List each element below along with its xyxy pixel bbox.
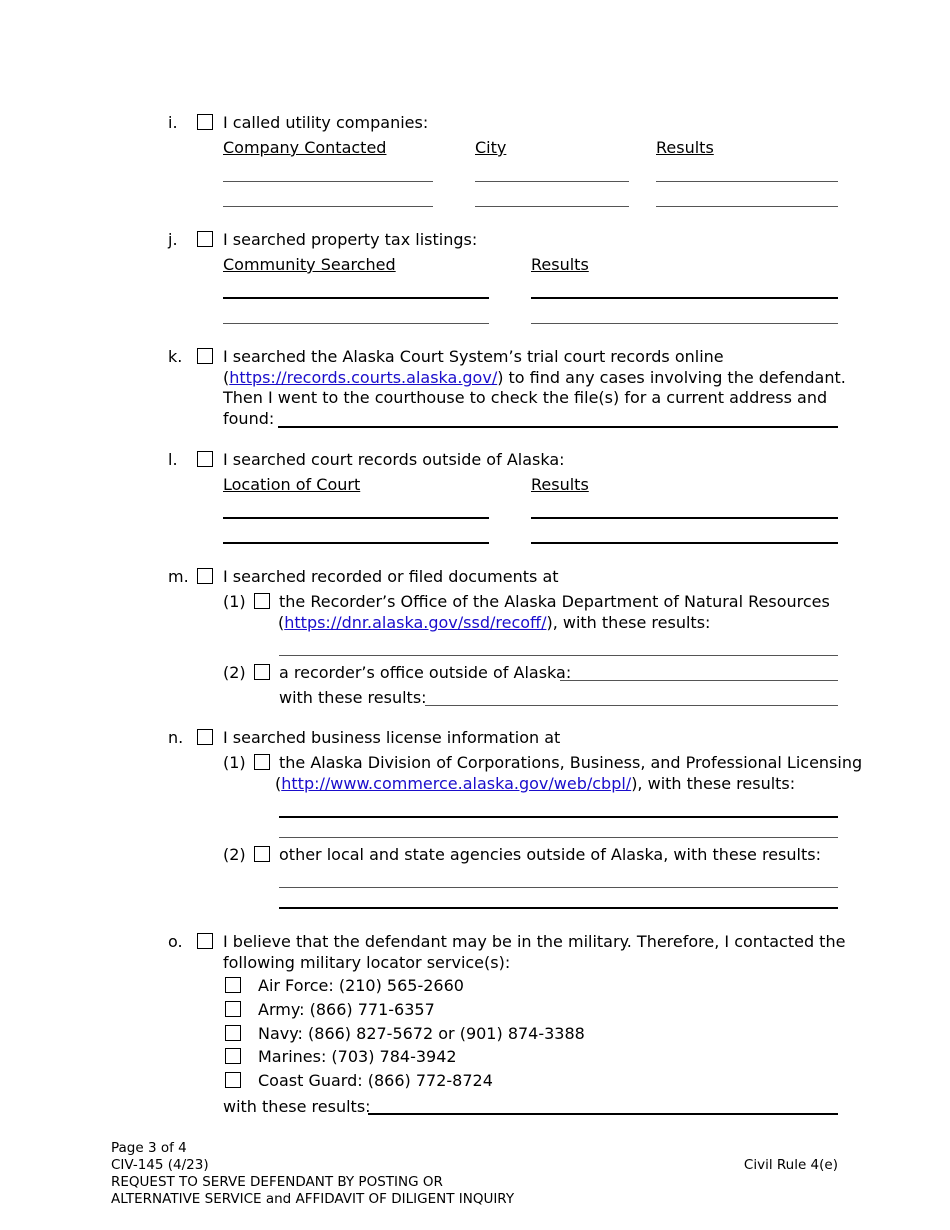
- header-results-i: Results: [656, 138, 714, 157]
- sub-text-n1-line2: (http://www.commerce.alaska.gov/web/cbpl/), with these results:: [275, 774, 796, 793]
- header-results-j: Results: [531, 255, 589, 274]
- item-text-l: I searched court records outside of Alaska:: [223, 450, 565, 469]
- sub-text-n1: the Alaska Division of Corporations, Business, and Professional Licensing: [279, 753, 863, 772]
- cbpl-link[interactable]: http://www.commerce.alaska.gov/web/cbpl/: [281, 774, 632, 793]
- checkbox-n1[interactable]: [254, 754, 270, 770]
- item-letter-k: k.: [168, 347, 183, 366]
- header-city: City: [475, 138, 507, 157]
- input-line-l-location-2[interactable]: [223, 542, 489, 544]
- header-results-l: Results: [531, 475, 589, 494]
- input-line-o-results[interactable]: [368, 1113, 838, 1115]
- input-line-m2-office[interactable]: [560, 680, 838, 681]
- checkbox-coast-guard[interactable]: [225, 1072, 241, 1088]
- checkbox-i[interactable]: [197, 114, 213, 130]
- item-letter-n: n.: [168, 728, 184, 747]
- checkbox-m1[interactable]: [254, 593, 270, 609]
- input-line-j-results-1[interactable]: [531, 297, 838, 299]
- checkbox-m2[interactable]: [254, 664, 270, 680]
- sub-text-m1-line2: (https://dnr.alaska.gov/ssd/recoff/), with these results:: [278, 613, 711, 632]
- header-location-of-court: Location of Court: [223, 475, 361, 494]
- input-line-n1-results-1[interactable]: [279, 816, 838, 818]
- sub-number-n2: (2): [223, 845, 246, 864]
- checkbox-m[interactable]: [197, 568, 213, 584]
- item-letter-l: l.: [168, 450, 178, 469]
- input-line-j-community-1[interactable]: [223, 297, 489, 299]
- input-line-n2-results-2[interactable]: [279, 907, 838, 909]
- input-line-i-city-1[interactable]: [475, 181, 629, 182]
- footer-title-line2: ALTERNATIVE SERVICE and AFFIDAVIT OF DILIGENT INQUIRY: [111, 1191, 515, 1207]
- service-army: Army: (866) 771-6357: [258, 1000, 435, 1019]
- footer-page-number: Page 3 of 4: [111, 1140, 187, 1156]
- footer-title-line1: REQUEST TO SERVE DEFENDANT BY POSTING OR: [111, 1174, 443, 1190]
- sub-number-m2: (2): [223, 663, 246, 682]
- checkbox-l[interactable]: [197, 451, 213, 467]
- checkbox-n2[interactable]: [254, 846, 270, 862]
- item-text-m: I searched recorded or filed documents at: [223, 567, 559, 586]
- input-line-i-company-2[interactable]: [223, 206, 433, 207]
- checkbox-j[interactable]: [197, 231, 213, 247]
- input-line-l-location-1[interactable]: [223, 517, 489, 519]
- input-line-i-results-2[interactable]: [656, 206, 838, 207]
- checkbox-army[interactable]: [225, 1001, 241, 1017]
- item-text-i: I called utility companies:: [223, 113, 429, 132]
- recorder-office-link[interactable]: https://dnr.alaska.gov/ssd/recoff/: [284, 613, 547, 632]
- service-marines: Marines: (703) 784-3942: [258, 1047, 457, 1066]
- input-line-n1-results-2[interactable]: [279, 837, 838, 838]
- item-text-o-results: with these results:: [223, 1097, 371, 1116]
- checkbox-air-force[interactable]: [225, 977, 241, 993]
- item-letter-m: m.: [168, 567, 189, 586]
- item-text-k-line1: I searched the Alaska Court System’s trial court records online: [223, 347, 724, 366]
- item-letter-o: o.: [168, 932, 183, 951]
- input-line-j-results-2[interactable]: [531, 323, 838, 324]
- footer-form-number: CIV-145 (4/23): [111, 1157, 209, 1173]
- checkbox-n[interactable]: [197, 729, 213, 745]
- input-line-m2-results[interactable]: [425, 705, 838, 706]
- service-navy: Navy: (866) 827-5672 or (901) 874-3388: [258, 1024, 585, 1043]
- sub-number-n1: (1): [223, 753, 246, 772]
- input-line-m1-results[interactable]: [279, 655, 838, 656]
- item-letter-i: i.: [168, 113, 178, 132]
- item-text-j: I searched property tax listings:: [223, 230, 478, 249]
- sub-number-m1: (1): [223, 592, 246, 611]
- item-text-k-line2: (https://records.courts.alaska.gov/) to find any cases involving the defendant.: [223, 368, 846, 387]
- item-letter-j: j.: [168, 230, 178, 249]
- sub-text-n2: other local and state agencies outside of Alaska, with these results:: [279, 845, 821, 864]
- service-coast-guard: Coast Guard: (866) 772-8724: [258, 1071, 493, 1090]
- item-text-n: I searched business license information at: [223, 728, 561, 747]
- input-line-j-community-2[interactable]: [223, 323, 489, 324]
- footer-civil-rule: Civil Rule 4(e): [743, 1157, 838, 1173]
- input-line-i-city-2[interactable]: [475, 206, 629, 207]
- input-line-n2-results-1[interactable]: [279, 887, 838, 888]
- item-text-k-line3: Then I went to the courthouse to check the file(s) for a current address and: [223, 388, 828, 407]
- checkbox-navy[interactable]: [225, 1025, 241, 1041]
- checkbox-marines[interactable]: [225, 1048, 241, 1064]
- court-records-link[interactable]: https://records.courts.alaska.gov/: [229, 368, 498, 387]
- checkbox-o[interactable]: [197, 933, 213, 949]
- sub-text-m2-results: with these results:: [279, 688, 427, 707]
- input-line-k-found[interactable]: [278, 426, 838, 428]
- sub-text-m2: a recorder’s office outside of Alaska:: [279, 663, 572, 682]
- header-company-contacted: Company Contacted: [223, 138, 387, 157]
- input-line-i-company-1[interactable]: [223, 181, 433, 182]
- checkbox-k[interactable]: [197, 348, 213, 364]
- input-line-l-results-2[interactable]: [531, 542, 838, 544]
- item-text-o-line1: I believe that the defendant may be in the military. Therefore, I contacted the: [223, 932, 846, 951]
- input-line-i-results-1[interactable]: [656, 181, 838, 182]
- item-text-k-line4: found:: [223, 409, 275, 428]
- sub-text-m1: the Recorder’s Office of the Alaska Department of Natural Resources: [279, 592, 830, 611]
- input-line-l-results-1[interactable]: [531, 517, 838, 519]
- item-text-o-line2: following military locator service(s):: [223, 953, 511, 972]
- service-air-force: Air Force: (210) 565-2660: [258, 976, 464, 995]
- header-community-searched: Community Searched: [223, 255, 396, 274]
